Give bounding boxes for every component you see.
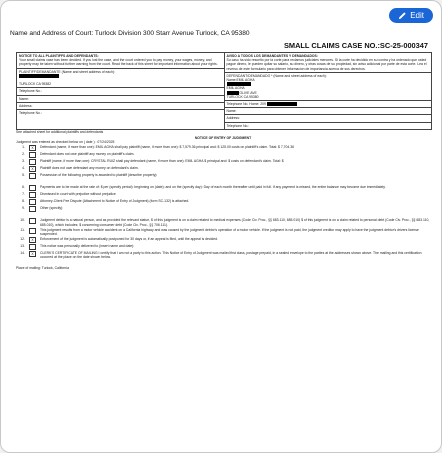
item-checkbox	[29, 199, 36, 205]
defendant-city: TURLOCK CA 95380	[226, 94, 259, 99]
item-checkbox	[29, 218, 36, 224]
notice-left-body: Your small claims case has been decided. If you lost the case, and the court ordered you to pay money, your wages, money, and property may be taken without further warning from the court. Read the back of this sheet for important information about your rights.	[19, 58, 218, 67]
edit-button[interactable]	[389, 8, 433, 23]
defendant-header: DEFENDANT/DEMANDADO * (Name and street address of each):	[226, 73, 327, 78]
redaction	[267, 102, 297, 106]
item-checkbox	[29, 244, 36, 250]
judgment-item	[16, 206, 430, 212]
item-number: 13.	[20, 244, 25, 249]
item-checkbox	[29, 192, 36, 198]
item-text: Attorney-Client Fee Dispute (Attachment to Notice of Entry of Judgment) (form SC-132) is attached.	[40, 199, 190, 204]
notice-left-title: NOTICE TO ALL PLAINTIFFS AND DEFENDANTS:	[19, 54, 99, 58]
item-text: Judgment debtor is a natural person, and as provided the relevant statue, $ of this judgment is on a claim related to medical expenses (Code Civ. Proc., §§ 683.110, 685.010) $ of this judgment is on a claim related to personal debt (Code Civ. Proc., §§ 683.110, 685.010), which includes: $ concerning consumer debt (Code Civ. Proc., §§ 706.111).	[40, 218, 430, 227]
plaintiff-header: PLAINTIFF/DEMANDANTE (Name and street address of each):	[19, 69, 115, 74]
defendant-name3: Name:	[226, 109, 237, 114]
judgment-item	[16, 237, 430, 243]
item-checkbox	[29, 228, 36, 234]
item-checkbox: X	[29, 166, 36, 172]
item-checkbox	[29, 159, 36, 165]
item-number: 10.	[20, 218, 25, 223]
defendant-telephone2: Telephone No.:	[226, 123, 250, 128]
defendant-name2: EMIL AGHA	[226, 86, 245, 91]
judgment-item	[16, 244, 430, 250]
plaintiff-city: TURLOCK CA 95382	[19, 82, 52, 87]
redaction	[19, 74, 59, 78]
item-checkbox	[29, 152, 36, 158]
judgment-item	[16, 152, 430, 158]
plaintiff-address2: Address:	[19, 103, 33, 108]
item-checkbox: X	[29, 145, 36, 151]
plaintiff-telephone2: Telephone No.:	[19, 111, 42, 116]
item-number: 6.	[22, 185, 25, 190]
judgment-item	[16, 192, 430, 198]
item-text: This notice was personally delivered to (insert name and date):	[40, 244, 135, 249]
judgment-item	[16, 228, 430, 236]
judgment-item	[16, 166, 430, 172]
item-checkbox	[29, 185, 36, 191]
judgment-item	[16, 199, 430, 205]
item-number: 14.	[20, 251, 25, 256]
item-number: 5.	[22, 173, 25, 178]
defendant-telephone: Telephone No. Home: 209	[226, 102, 266, 107]
notice-right-body: Su caso ha sido resuelto por la corte para reclamos judiciales menores. Si la corte ha decidido en su contra y ha ordenado que usted pague dinero, le pueden quitar su salario, su dinero, y otras cosas de su propiedad, sin aviso adicional por parte de esta corte. Lea el reverso de este formulario para obtener informacion de importancia acerca de sus derechos.	[226, 58, 427, 71]
item-checkbox: X	[29, 237, 36, 243]
item-text: This judgment results from a motor vehicle accident on a California highway and was caused by the judgment debtor's operation of a motor vehicle. If the judgment is not paid, the judgment creditor may apply to have the judgment debtor's drivers license suspended.	[40, 227, 419, 237]
case-number: SMALL CLAIMS CASE NO.:SC-25-000347	[283, 41, 428, 50]
defendant-name: Name:EMIL AGHA	[226, 78, 255, 83]
judgment-items	[16, 145, 430, 259]
judgment-item	[16, 145, 430, 151]
defendant-address: Address:	[226, 116, 240, 121]
item-checkbox: X	[29, 251, 36, 257]
item-text: Enforcement of the judgment is automatically postponed for 30 days or, if an appeal is filed, until the appeal is decided.	[40, 237, 218, 242]
item-checkbox	[29, 173, 36, 179]
attached-note: See attached sheet for additional plaintiffs and defendants	[16, 129, 104, 134]
item-text: Defendant does not owe plaintiff any money on plaintiff's claim.	[40, 152, 135, 157]
item-number: 9.	[22, 206, 25, 211]
defendant-street: OLIVE AVE	[239, 90, 257, 95]
judgment-item	[16, 173, 430, 179]
judgment-item	[16, 185, 430, 191]
item-text: Possession of the following property is awarded to plaintiff (describe property):	[40, 173, 158, 178]
court-address: Name and Address of Court: Turlock Division 300 Starr Avenue Turlock, CA 95380	[10, 30, 250, 37]
item-text: Other (specify):	[40, 206, 64, 211]
plaintiff-name2: Name:	[19, 96, 29, 101]
item-text: Dismissed in court with prejudice without prejudice	[40, 192, 116, 197]
item-text: Plaintiff (name, if more than one): CRYSTAL RUIZ shall pay defendant (name, if more than one): EMIL AGHA $ principal and: $ costs on defendant's claim. Total: $	[40, 159, 284, 164]
pencil-icon	[398, 11, 407, 20]
item-text: Plaintiff does not owe defendant any money on defendant's claim.	[40, 166, 139, 171]
judgment-item	[16, 218, 430, 226]
judgment-line: Judgment was entered as checked below on ( date ) : 07/24/2025	[16, 140, 115, 145]
form-body	[16, 52, 430, 270]
item-number: 12.	[20, 237, 25, 242]
item-number: 2.	[22, 152, 25, 157]
edit-label: Edit	[410, 11, 424, 20]
item-number: 7.	[22, 192, 25, 197]
item-checkbox	[29, 206, 36, 212]
plaintiff-telephone: Telephone No.:	[19, 89, 42, 94]
item-number: 3.	[22, 159, 25, 164]
item-number: 8.	[22, 199, 25, 204]
judgment-item	[16, 159, 430, 165]
item-number: 4.	[22, 166, 25, 171]
item-number: 11.	[20, 227, 25, 232]
place-of-mailing: Place of mailing: Turlock, California	[16, 265, 69, 270]
item-number: 1.	[22, 145, 25, 150]
item-text: CLERK'S CERTIFICATE OF MAILING I certify that I am not a party to this action. This Notice of Entry of Judgment was mailed first class, postage prepaid, in a sealed envelope to the parties at the addresses shown above. The mailing and this certification occurred at the place on the date shown below.	[40, 251, 422, 260]
judgment-item	[16, 251, 430, 259]
notice-table	[16, 52, 432, 130]
item-text: Payments are to be made at the rate of: $ per (specify period): beginning on (date): and on the (specify day): Day of each month thereafter until paid in full. If any payment is missed, the entire balance may become due immediately.	[40, 185, 386, 190]
item-text: Defendant (name, if more than one): EMIL AGHA shall pay plaintiff (name, if more than one): $ 7,579.36 principal and: $ 125.00 costs on plaintiff's claim. Total: $ 7,704.36	[40, 145, 295, 150]
notice-title: NOTICE OF ENTRY OF JUDGMENT	[194, 136, 252, 141]
notice-right-title: AVISO A TODOS LOS DEMANDANTES Y DEMANDADOS:	[226, 54, 318, 58]
